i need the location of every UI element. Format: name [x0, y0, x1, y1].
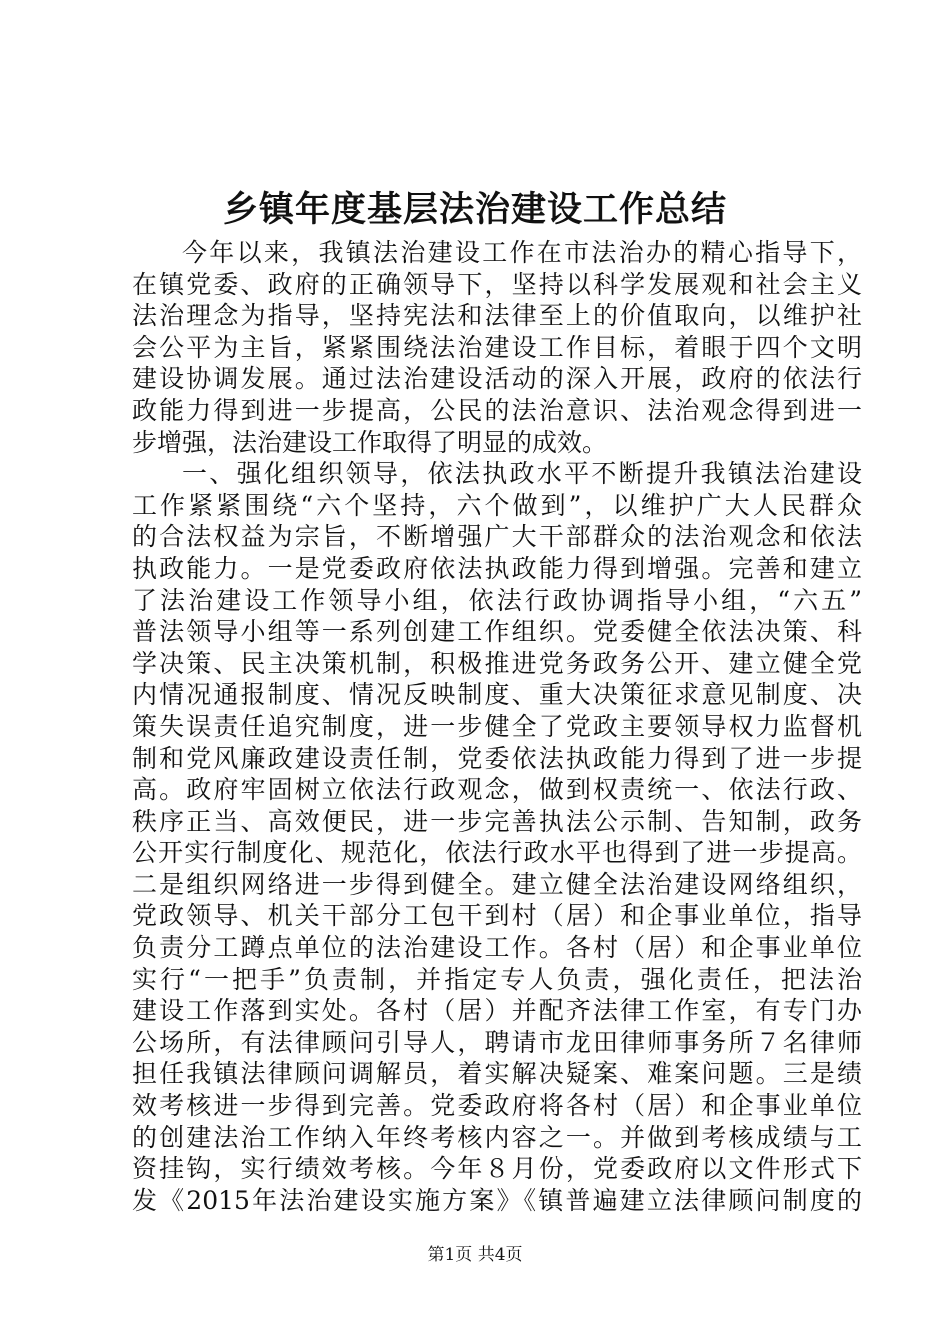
body-line: 普法领导小组等一系列创建工作组织。党委健全依法决策、科 — [132, 617, 862, 647]
body-line: 高。政府牢固树立依法行政观念，做到权责统一、依法行政、 — [132, 775, 862, 805]
body-line: 会公平为主旨，紧紧围绕法治建设工作目标，着眼于四个文明 — [132, 332, 862, 362]
body-line: 效考核进一步得到完善。党委政府将各村（居）和企事业单位 — [132, 1091, 862, 1121]
body-line: 了法治建设工作领导小组，依法行政协调指导小组，“六五” — [132, 585, 862, 615]
body-line: 公场所，有法律顾问引导人，聘请市龙田律师事务所７名律师 — [132, 1027, 862, 1057]
body-line: 的合法权益为宗旨，不断增强广大干部群众的法治观念和依法 — [132, 522, 862, 552]
body-line: 法治理念为指导，坚持宪法和法律至上的价值取向，以维护社 — [132, 301, 862, 331]
body-line: 学决策、民主决策机制，积极推进党务政务公开、建立健全党 — [132, 648, 862, 678]
document-title: 乡镇年度基层法治建设工作总结 — [222, 189, 727, 230]
body-line: 在镇党委、政府的正确领导下，坚持以科学发展观和社会主义 — [132, 269, 862, 299]
body-line: 公开实行制度化、规范化，依法行政水平也得到了进一步提高。 — [132, 838, 862, 868]
body-line: 建设协调发展。通过法治建设活动的深入开展，政府的依法行 — [132, 364, 862, 394]
body-line: 政能力得到进一步提高，公民的法治意识、法治观念得到进一 — [132, 395, 862, 425]
body-line: 秩序正当、高效便民，进一步完善执法公示制、告知制，政务 — [132, 806, 862, 836]
body-line: 资挂钩，实行绩效考核。今年８月份，党委政府以文件形式下 — [132, 1154, 862, 1184]
body-line: 负责分工蹲点单位的法治建设工作。各村（居）和企事业单位 — [132, 933, 862, 963]
body-line: 制和党风廉政建设责任制，党委依法执政能力得到了进一步提 — [132, 743, 862, 773]
body-line: 建设工作落到实处。各村（居）并配齐法律工作室，有专门办 — [132, 996, 862, 1026]
body-line: 的创建法治工作纳入年终考核内容之一。并做到考核成绩与工 — [132, 1122, 862, 1152]
body-line: 执政能力。一是党委政府依法执政能力得到增强。完善和建立 — [132, 553, 862, 583]
body-line: 今年以来，我镇法治建设工作在市法治办的精心指导下， — [182, 238, 862, 267]
body-line: 工作紧紧围绕“六个坚持，六个做到”，以维护广大人民群众 — [132, 490, 862, 520]
body-line: 二是组织网络进一步得到健全。建立健全法治建设网络组织， — [132, 869, 862, 899]
body-line: 党政领导、机关干部分工包干到村（居）和企事业单位，指导 — [132, 901, 862, 931]
body-line: 一、强化组织领导，依法执政水平不断提升我镇法治建设 — [182, 459, 862, 489]
body-line: 内情况通报制度、情况反映制度、重大决策征求意见制度、决 — [132, 680, 862, 710]
body-line: 步增强，法治建设工作取得了明显的成效。 — [132, 427, 608, 457]
body-line: 担任我镇法律顾问调解员，着实解决疑案、难案问题。三是绩 — [132, 1059, 862, 1089]
body-line: 实行“一把手”负责制，并指定专人负责，强化责任，把法治 — [132, 964, 862, 994]
page-number: 第1页 共4页 — [427, 1245, 523, 1265]
body-line: 发《2015年法治建设实施方案》《镇普遍建立法律顾问制度的 — [132, 1185, 862, 1215]
document-body — [132, 237, 862, 1216]
body-line: 策失误责任追究制度，进一步健全了党政主要领导权力监督机 — [132, 711, 862, 741]
